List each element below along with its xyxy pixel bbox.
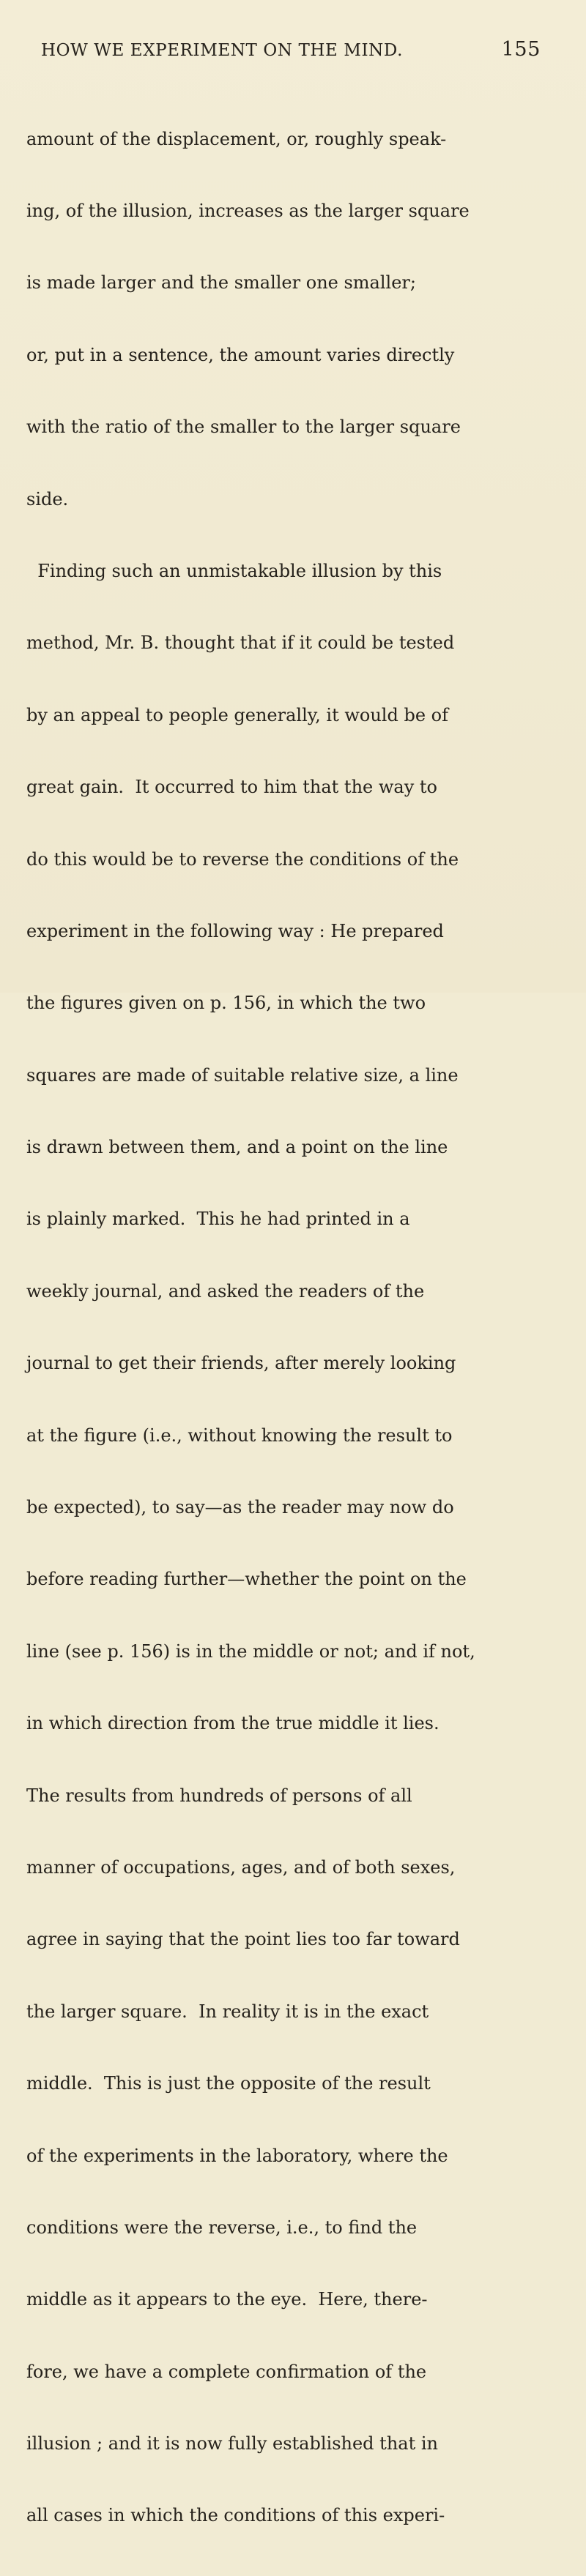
text-line: the figures given on p. 156, in which the two [26, 993, 426, 1014]
text-line: manner of occupations, ages, and of both sexes, [26, 1856, 456, 1878]
text-line: journal to get their friends, after merely looking [26, 1353, 456, 1374]
text-line: before reading further—whether the point on the [26, 1569, 467, 1590]
text-line: weekly journal, and asked the readers of the [26, 1280, 425, 1302]
text-line: in which direction from the true middle it lies. [26, 1713, 440, 1734]
running-head [41, 38, 541, 63]
running-title: HOW WE EXPERIMENT ON THE MIND. [41, 41, 404, 60]
text-line: The results from hundreds of persons of all [26, 1785, 412, 1806]
text-line: ing, of the illusion, increases as the larger square [26, 200, 470, 221]
text-line: is made larger and the smaller one smaller; [26, 272, 416, 294]
text-line: all cases in which the conditions of this experi- [26, 2505, 445, 2526]
text-line: by an appeal to people generally, it would be of [26, 704, 448, 725]
text-line: squares are made of suitable relative size, a line [26, 1064, 459, 1086]
page-number: 155 [501, 38, 541, 61]
text-line: amount of the displacement, or, roughly speak- [26, 128, 447, 149]
text-line: fore, we have a complete confirmation of the [26, 2361, 427, 2382]
text-line: with the ratio of the smaller to the larger square [26, 417, 461, 438]
text-line: do this would be to reverse the conditions of the [26, 848, 459, 870]
text-line: or, put in a sentence, the amount varies directly [26, 344, 455, 365]
text-line: Finding such an unmistakable illusion by this [26, 560, 442, 581]
text-line: agree in saying that the point lies too far toward [26, 1929, 460, 1950]
text-line: of the experiments in the laboratory, where the [26, 2145, 448, 2166]
text-line: conditions were the reverse, i.e., to find the [26, 2217, 418, 2238]
text-line: at the figure (i.e., without knowing the result to [26, 1425, 453, 1446]
text-line: method, Mr. B. thought that if it could be tested [26, 632, 455, 654]
text-line: is drawn between them, and a point on the line [26, 1137, 448, 1158]
text-line: line (see p. 156) is in the middle or not; and if not, [26, 1640, 475, 1662]
text-line: great gain. It occurred to him that the way to [26, 777, 437, 798]
text-line: side. [26, 488, 69, 509]
text-line: middle as it appears to the eye. Here, there- [26, 2289, 428, 2310]
text-line: is plainly marked. This he had printed in a [26, 1209, 410, 1230]
text-line: the larger square. In reality it is in the exact [26, 2001, 429, 2022]
body-text [26, 79, 546, 2576]
text-line: experiment in the following way : He prepared [26, 920, 444, 941]
text-line: middle. This is just the opposite of the result [26, 2073, 431, 2094]
text-line: be expected), to say—as the reader may now do [26, 1497, 454, 1518]
text-line: illusion ; and it is now fully established that in [26, 2433, 438, 2454]
